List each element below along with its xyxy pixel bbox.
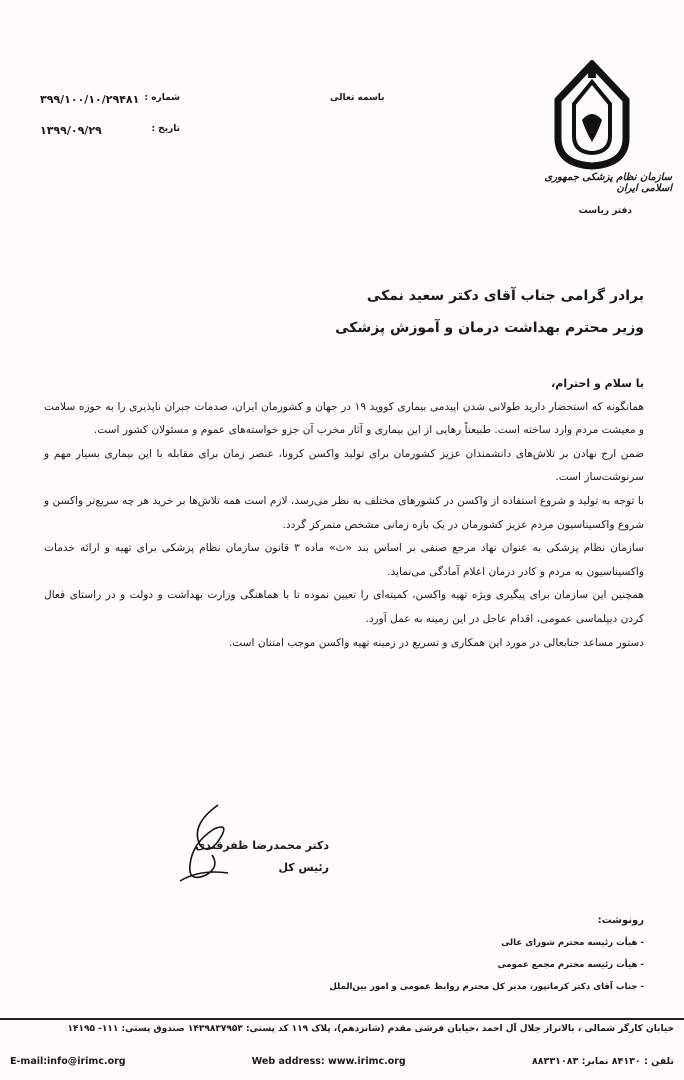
letter-date	[40, 124, 180, 137]
footer-contact	[10, 1056, 674, 1067]
paragraph: ضمن ارج نهادن بر تلاش‌های دانشمندان عزیز کشورمان برای تولید واکسن کرونا، عنصر زمان برای مقابله با این بیماری بسیار مهم و سرنوشت‌ساز است.	[44, 447, 644, 484]
carbon-copy-list	[44, 910, 644, 998]
organization-name: سازمان نظام پزشکی جمهوری اسلامی ایران	[544, 172, 672, 194]
footer-website[interactable]: Web address: www.irimc.org	[251, 1056, 406, 1067]
cc-item: - هیأت رئیسه محترم شورای عالی	[501, 938, 644, 948]
letter-number	[40, 93, 180, 106]
organization-logo	[512, 60, 672, 225]
paragraph: دستور مساعد جنابعالی در مورد این همکاری و تسریع در زمینه تهیه واکسن موجب امتنان است.	[228, 636, 644, 649]
medical-council-emblem-icon	[552, 60, 632, 170]
footer-address: خیابان کارگر شمالی ، بالاتراز جلال آل احمد ،خیابان فرشی مقدم (شانزدهم)، پلاک ۱۱۹ کد پستی: ۱۴۳۹۸۳۷۹۵۳ صندوق پستی: ۱۱۱- ۱۴۱۹۵	[67, 1024, 674, 1034]
signatory-name: دکتر محمدرضا ظفرقندی	[195, 839, 329, 852]
paragraph: همچنین این سازمان برای پیگیری ویژه تهیه واکسن، کمیته‌ای را تعیین نموده تا با هماهنگی وزارت بهداشت و دولت و در راستای فعال کردن دیپلماسی عمومی، اقدام عاجل در این زمینه به عمل آورد.	[44, 589, 644, 625]
signature-block	[159, 835, 329, 879]
number-value: ۳۹۹/۱۰۰/۱۰/۲۹۴۸۱	[40, 93, 140, 106]
footer-email[interactable]: E-mail:info@irimc.org	[10, 1056, 126, 1067]
date-label: تاریخ :	[151, 124, 180, 134]
letter-body	[44, 372, 644, 655]
basmala: باسمه تعالی	[330, 93, 385, 103]
addressee-line-2: وزیر محترم بهداشت درمان و آموزش پزشکی	[335, 320, 644, 336]
cc-item: - هیأت رئیسه محترم مجمع عمومی	[497, 960, 644, 970]
footer-divider	[0, 1018, 684, 1020]
footer-phone: تلفن : ۸۴۱۳۰ نمابر: ۸۸۳۳۱۰۸۳	[531, 1056, 674, 1067]
date-value: ۱۳۹۹/۰۹/۲۹	[40, 124, 102, 137]
cc-title: رونوشت:	[597, 915, 644, 926]
addressee	[44, 280, 644, 344]
greeting: با سلام و احترام،	[551, 377, 644, 390]
cc-item: - جناب آقای دکتر کرمانپور، مدیر کل محترم روابط عمومی و امور بین‌الملل	[329, 982, 644, 992]
addressee-line-1: برادر گرامی جناب آقای دکتر سعید نمکی	[366, 288, 644, 304]
paragraph: همانگونه که استحضار دارید طولانی شدن اپیدمی بیماری کووید ۱۹ در جهان و کشورمان ایران، صدمات جبران ناپذیری را به حوزه سلامت و معیشت مردم وارد ساخته است. طبیعتاً رهایی از این بیماری و آثار مخرب آن جزو خواسته‌های عموم و مسئولان کشور است.	[44, 400, 645, 437]
paragraph: با توجه به تولید و شروع استفاده از واکسن در کشورهای مختلف به نظر می‌رسد، لازم است همه تلاش‌ها بر خرید هر چه سریع‌تر واکسن و شروع واکسیناسیون مردم عزیز کشورمان در یک بازه زمانی مشخص متمرکز گردد.	[44, 494, 644, 531]
paragraph: سازمان نظام پزشکی به عنوان نهاد مرجع صنفی بر اساس بند «ث» ماده ۳ قانون سازمان نظام پزشکی برای تهیه و ارائه خدمات واکسیناسیون به مردم و کادر درمان اعلام آمادگی می‌نماید.	[44, 542, 644, 578]
office-name: دفتر ریاست	[578, 206, 632, 216]
number-label: شماره :	[144, 93, 180, 103]
signatory-title: رئیس کل	[278, 861, 329, 874]
